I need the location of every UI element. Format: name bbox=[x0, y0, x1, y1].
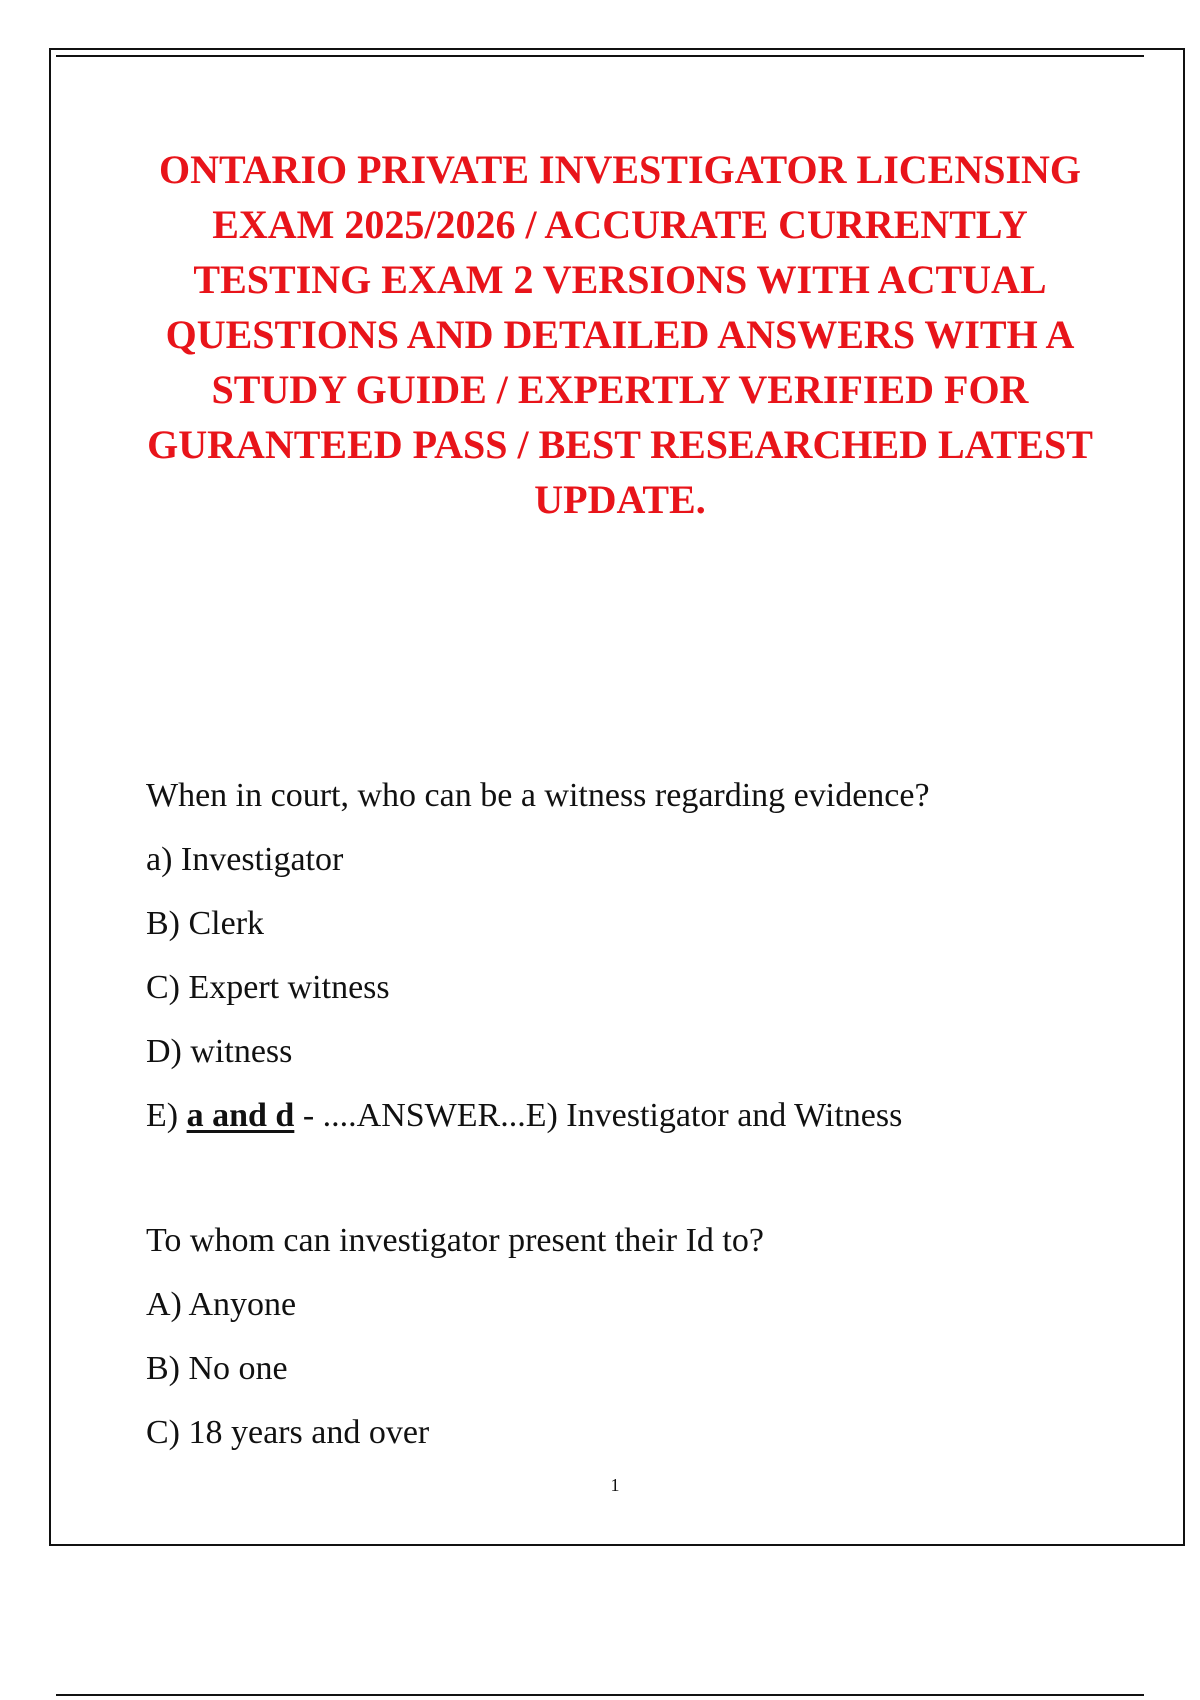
question-1-answer-line bbox=[146, 1084, 1106, 1148]
question-1-option-b: B) Clerk bbox=[146, 905, 265, 942]
question-1-option-c: C) Expert witness bbox=[146, 969, 390, 1006]
document-title: ONTARIO PRIVATE INVESTIGATOR LICENSING EXAM 2025/2026 / ACCURATE CURRENTLY TESTING EXAM 2 VERSIONS WITH ACTUAL QUESTIONS AND DETAILED ANSWERS WITH A STUDY GUIDE / EXPERTLY VERIFIED FOR GURANTEED PASS / BEST RESEARCHED LATEST UPDATE. bbox=[147, 147, 1093, 522]
question-1-option-d: D) witness bbox=[146, 1033, 293, 1070]
question-block-2 bbox=[146, 1209, 1106, 1465]
next-page-top-rule bbox=[56, 1694, 1144, 1696]
question-2-option-a: A) Anyone bbox=[146, 1286, 297, 1323]
question-2-option-c: C) 18 years and over bbox=[146, 1414, 430, 1451]
answer-prefix: E) bbox=[146, 1097, 187, 1134]
question-1-text: When in court, who can be a witness regarding evidence? bbox=[146, 777, 930, 814]
question-block-1 bbox=[146, 764, 1106, 1148]
question-2-text: To whom can investigator present their Id to? bbox=[146, 1222, 764, 1259]
page-number: 1 bbox=[610, 1475, 620, 1495]
question-2-option-b: B) No one bbox=[146, 1350, 288, 1387]
answer-explanation: - ....ANSWER...E) Investigator and Witness bbox=[294, 1097, 903, 1134]
question-1-option-a: a) Investigator bbox=[146, 841, 344, 878]
question-list bbox=[146, 764, 1106, 1465]
marked-answer: a and d bbox=[186, 1097, 295, 1134]
